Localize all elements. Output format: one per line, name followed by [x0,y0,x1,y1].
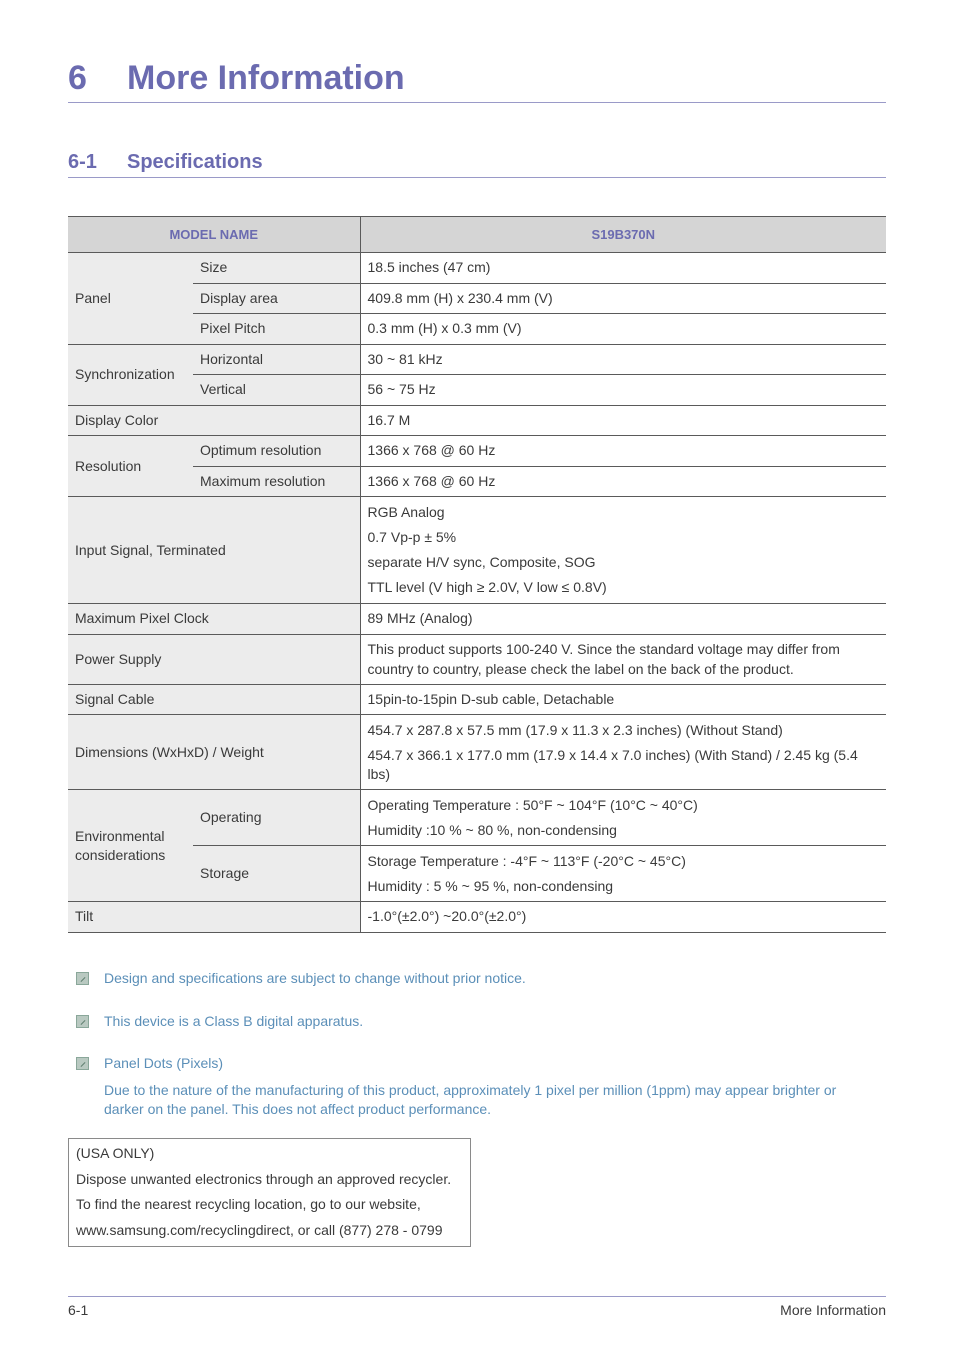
tilt-value: -1.0°(±2.0°) ~20.0°(±2.0°) [360,902,886,933]
max-pixel-clock-label: Maximum Pixel Clock [68,604,360,635]
operating-label: Operating [193,790,360,846]
specifications-table [68,216,886,933]
optimum-resolution-label: Optimum resolution [193,436,360,467]
panel-size-value: 18.5 inches (47 cm) [360,253,886,284]
note-text: Design and specifications are subject to change without prior notice. [104,970,526,986]
pixel-pitch-label: Pixel Pitch [193,314,360,345]
page-footer [68,1296,886,1320]
panel-size-label: Size [193,253,360,284]
table-row [68,497,886,604]
vertical-label: Vertical [193,375,360,406]
section-heading [68,148,886,178]
table-row [68,344,886,375]
power-supply-value: This product supports 100-240 V. Since the standard voltage may differ from country to country, please check the label on the back of the product. [360,634,886,684]
input-signal-label: Input Signal, Terminated [68,497,360,604]
sync-label: Synchronization [68,344,193,405]
input-signal-line: separate H/V sync, Composite, SOG [367,554,596,570]
input-signal-line: RGB Analog [367,504,445,520]
note-text: Panel Dots (Pixels) [104,1055,224,1071]
table-row [68,634,886,684]
usa-recycling-box [68,1138,471,1247]
section-title: Specifications [127,151,263,173]
signal-cable-value: 15pin-to-15pin D-sub cable, Detachable [360,684,886,715]
model-value-header: S19B370N [360,217,886,253]
note-text: This device is a Class B digital apparatus. [104,1013,364,1029]
storage-line: Humidity : 5 % ~ 95 %, non-condensing [367,877,614,894]
display-area-label: Display area [193,283,360,314]
vertical-value: 56 ~ 75 Hz [360,375,886,406]
operating-value [360,790,886,846]
chapter-number: 6 [68,59,87,97]
storage-label: Storage [193,846,360,902]
horizontal-label: Horizontal [193,344,360,375]
dimensions-label: Dimensions (WxHxD) / Weight [68,715,360,790]
table-row [68,253,886,284]
footer-title: More Information [780,1302,886,1318]
display-area-value: 409.8 mm (H) x 230.4 mm (V) [360,283,886,314]
storage-line: Storage Temperature : -4°F ~ 113°F (-20°C ~ 45°C) [367,852,686,869]
table-row [68,405,886,436]
table-row [68,604,886,635]
footer-page-number: 6-1 [68,1302,89,1318]
tilt-label: Tilt [68,902,360,933]
section-number: 6-1 [68,151,97,173]
table-row [68,790,886,846]
input-signal-line: 0.7 Vp-p ± 5% [367,529,457,545]
dimensions-line: 454.7 x 366.1 x 177.0 mm (17.9 x 14.4 x 7.0 inches) (With Stand) / 2.45 kg (5.4 lbs) [367,746,858,782]
table-row [68,684,886,715]
usa-box-line: (USA ONLY) [76,1145,155,1161]
maximum-resolution-label: Maximum resolution [193,466,360,497]
table-row [68,715,886,790]
maximum-resolution-value: 1366 x 768 @ 60 Hz [360,466,886,497]
resolution-label: Resolution [68,436,193,497]
display-color-value: 16.7 M [360,405,886,436]
operating-line: Operating Temperature : 50°F ~ 104°F (10°C ~ 40°C) [367,796,698,813]
note-icon [76,1015,89,1028]
chapter-heading [68,56,886,103]
note-description: Due to the nature of the manufacturing of this product, approximately 1 pixel per million (1ppm) may appear brighter or darker on the panel. This does not affect product performance. [104,1082,837,1117]
operating-line: Humidity :10 % ~ 80 %, non-condensing [367,821,617,838]
model-name-header: MODEL NAME [68,217,360,253]
environment-label: Environmental considerations [68,790,193,902]
power-supply-label: Power Supply [68,634,360,684]
signal-cable-label: Signal Cable [68,684,360,715]
storage-value [360,846,886,902]
note-icon [76,972,89,985]
max-pixel-clock-value: 89 MHz (Analog) [360,604,886,635]
chapter-title: More Information [127,59,405,97]
note-icon [76,1057,89,1070]
horizontal-value: 30 ~ 81 kHz [360,344,886,375]
dimensions-value [360,715,886,790]
pixel-pitch-value: 0.3 mm (H) x 0.3 mm (V) [360,314,886,345]
input-signal-line: TTL level (V high ≥ 2.0V, V low ≤ 0.8V) [367,579,607,595]
table-row [68,902,886,933]
optimum-resolution-value: 1366 x 768 @ 60 Hz [360,436,886,467]
table-row [68,436,886,467]
display-color-label: Display Color [68,405,360,436]
table-header-row [68,217,886,253]
usa-box-line: Dispose unwanted electronics through an approved recycler. [76,1170,452,1187]
input-signal-value [360,497,886,604]
dimensions-line: 454.7 x 287.8 x 57.5 mm (17.9 x 11.3 x 2.3 inches) (Without Stand) [367,721,783,738]
panel-label: Panel [68,253,193,345]
usa-box-line: To find the nearest recycling location, go to our website, [76,1196,421,1212]
usa-box-line: www.samsung.com/recyclingdirect, or call (877) 278 - 0799 [76,1221,443,1238]
